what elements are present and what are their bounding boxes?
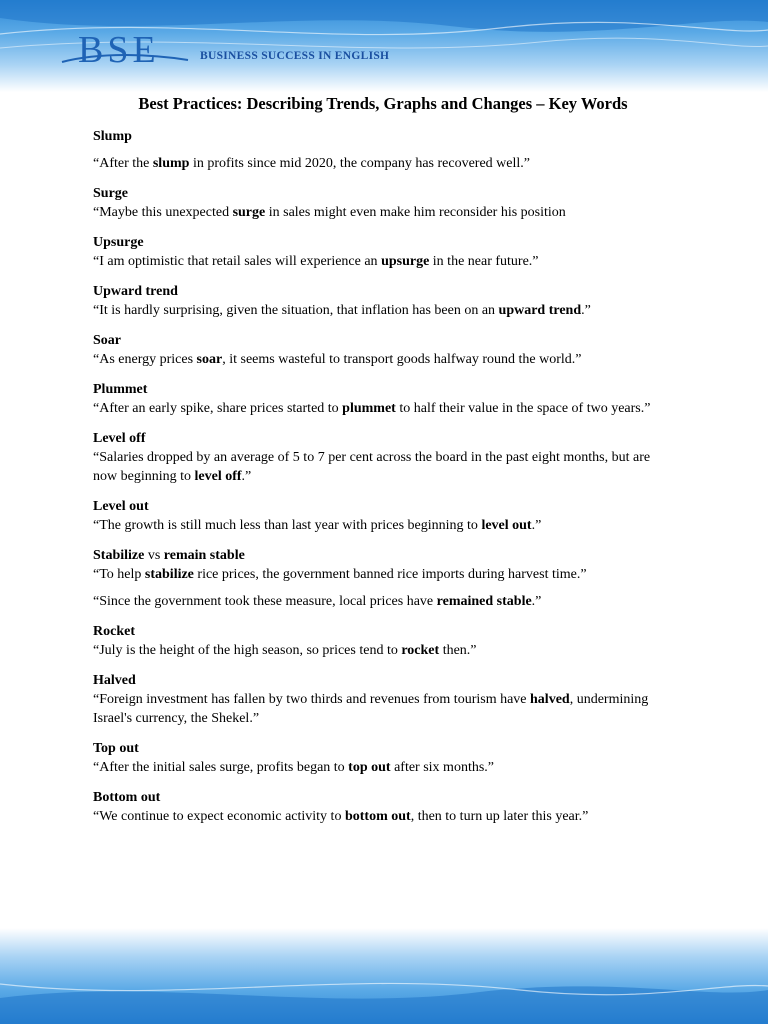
keyword-entry bbox=[93, 623, 677, 660]
sentence-text: “It is hardly surprising, given the situation, that inflation has been on an bbox=[93, 303, 499, 318]
document-body bbox=[93, 94, 677, 838]
highlighted-keyword: top out bbox=[348, 760, 391, 775]
example-sentence bbox=[93, 516, 677, 535]
keyword-entry bbox=[93, 283, 677, 320]
keyword-term bbox=[93, 128, 677, 146]
sentence-text: in the near future.” bbox=[429, 254, 539, 269]
highlighted-keyword: remained stable bbox=[436, 594, 532, 609]
keyword-entry bbox=[93, 381, 677, 418]
keyword-term bbox=[93, 789, 677, 807]
wave-decoration-bottom bbox=[0, 928, 768, 1024]
highlighted-keyword: stabilize bbox=[144, 567, 194, 582]
example-sentence bbox=[93, 301, 677, 320]
highlighted-keyword: rocket bbox=[401, 643, 440, 658]
highlighted-keyword: halved bbox=[530, 692, 570, 707]
term-part: Surge bbox=[93, 186, 128, 201]
sentence-text: .” bbox=[581, 303, 591, 318]
sentence-text: “Since the government took these measure, local prices have bbox=[93, 594, 437, 609]
sentence-text: in sales might even make him reconsider his position bbox=[265, 205, 566, 220]
highlighted-keyword: slump bbox=[152, 156, 190, 171]
keyword-term bbox=[93, 283, 677, 301]
term-part: Plummet bbox=[93, 382, 148, 397]
highlighted-keyword: bottom out bbox=[344, 809, 411, 824]
sentence-text: “Foreign investment has fallen by two thirds and revenues from tourism have bbox=[93, 692, 531, 707]
page-title: Best Practices: Describing Trends, Graphs and Changes – Key Words bbox=[138, 94, 628, 113]
term-part: Stabilize bbox=[93, 548, 145, 563]
highlighted-keyword: surge bbox=[232, 205, 266, 220]
sentence-text: “Maybe this unexpected bbox=[93, 205, 233, 220]
keyword-entry bbox=[93, 547, 677, 611]
sentence-text: “I am optimistic that retail sales will experience an bbox=[93, 254, 382, 269]
keyword-entry bbox=[93, 332, 677, 369]
keyword-term bbox=[93, 430, 677, 448]
term-part: remain stable bbox=[163, 548, 245, 563]
keyword-entry bbox=[93, 430, 677, 486]
sentence-text: rice prices, the government banned rice imports during harvest time.” bbox=[193, 567, 587, 582]
keyword-term bbox=[93, 740, 677, 758]
keyword-list bbox=[93, 128, 677, 826]
term-part: Level off bbox=[93, 431, 146, 446]
sentence-text: .” bbox=[531, 594, 542, 609]
sentence-text: “As energy prices bbox=[93, 352, 197, 367]
keyword-term bbox=[93, 332, 677, 350]
example-sentence bbox=[93, 448, 677, 486]
highlighted-keyword: upward trend bbox=[498, 303, 582, 318]
term-part: Bottom out bbox=[93, 790, 161, 805]
sentence-text: to half their value in the space of two years.” bbox=[395, 401, 651, 416]
term-part: Level out bbox=[93, 499, 149, 514]
sentence-text: “After an early spike, share prices started to bbox=[93, 401, 343, 416]
highlighted-keyword: plummet bbox=[342, 401, 396, 416]
sentence-text: “We continue to expect economic activity to bbox=[93, 809, 345, 824]
keyword-entry bbox=[93, 740, 677, 777]
example-sentence bbox=[93, 690, 677, 728]
highlighted-keyword: soar bbox=[196, 352, 223, 367]
highlighted-keyword: level out bbox=[481, 518, 532, 533]
keyword-entry bbox=[93, 672, 677, 728]
highlighted-keyword: upsurge bbox=[381, 254, 430, 269]
keyword-term bbox=[93, 547, 677, 565]
sentence-text: .” bbox=[241, 469, 252, 484]
sentence-text: “The growth is still much less than last year with prices beginning to bbox=[93, 518, 482, 533]
example-sentence bbox=[93, 399, 677, 418]
keyword-term bbox=[93, 623, 677, 641]
highlighted-keyword: level off bbox=[194, 469, 242, 484]
example-sentence bbox=[93, 641, 677, 660]
tagline: BUSINESS SUCCESS IN ENGLISH bbox=[200, 50, 390, 62]
example-sentence bbox=[93, 565, 677, 584]
keyword-entry bbox=[93, 128, 677, 173]
keyword-term bbox=[93, 185, 677, 203]
example-sentence bbox=[93, 203, 677, 222]
sentence-text: in profits since mid 2020, the company has recovered well.” bbox=[189, 156, 531, 171]
sentence-text: “July is the height of the high season, so prices tend to bbox=[93, 643, 402, 658]
sentence-text: “After the bbox=[93, 156, 153, 171]
keyword-term bbox=[93, 498, 677, 516]
sentence-text: “Salaries dropped by an average of 5 to 7 per cent across the board in the past eight months, but are now beginning to bbox=[93, 450, 651, 484]
term-part: Rocket bbox=[93, 624, 135, 639]
footer-band bbox=[0, 928, 768, 1024]
sentence-text: “To help bbox=[93, 567, 145, 582]
logo-text: BSE bbox=[78, 29, 160, 71]
term-part: vs bbox=[144, 548, 164, 563]
sentence-text: .” bbox=[531, 518, 542, 533]
sentence-text: , it seems wasteful to transport goods halfway round the world.” bbox=[222, 352, 582, 367]
keyword-entry bbox=[93, 789, 677, 826]
example-sentence bbox=[93, 252, 677, 271]
keyword-entry bbox=[93, 498, 677, 535]
sentence-text: then.” bbox=[439, 643, 477, 658]
example-sentence bbox=[93, 154, 677, 173]
sentence-text: , then to turn up later this year.” bbox=[410, 809, 589, 824]
keyword-entry bbox=[93, 234, 677, 271]
term-part: Soar bbox=[93, 333, 121, 348]
sentence-text: after six months.” bbox=[390, 760, 494, 775]
example-sentence bbox=[93, 350, 677, 369]
sentence-text: “After the initial sales surge, profits began to bbox=[93, 760, 349, 775]
example-sentence bbox=[93, 807, 677, 826]
term-part: Slump bbox=[93, 129, 132, 144]
term-part: Upsurge bbox=[93, 235, 144, 250]
term-part: Top out bbox=[93, 741, 139, 756]
header-band bbox=[0, 0, 768, 92]
keyword-term bbox=[93, 381, 677, 399]
example-sentence bbox=[93, 758, 677, 777]
term-part: Halved bbox=[93, 673, 136, 688]
sentence-text: , undermining Israel's currency, the Shekel.” bbox=[93, 692, 649, 726]
term-part: Upward trend bbox=[93, 284, 178, 299]
bse-logo bbox=[60, 30, 190, 74]
example-sentence bbox=[93, 592, 677, 611]
keyword-term bbox=[93, 672, 677, 690]
keyword-term bbox=[93, 234, 677, 252]
keyword-entry bbox=[93, 185, 677, 222]
